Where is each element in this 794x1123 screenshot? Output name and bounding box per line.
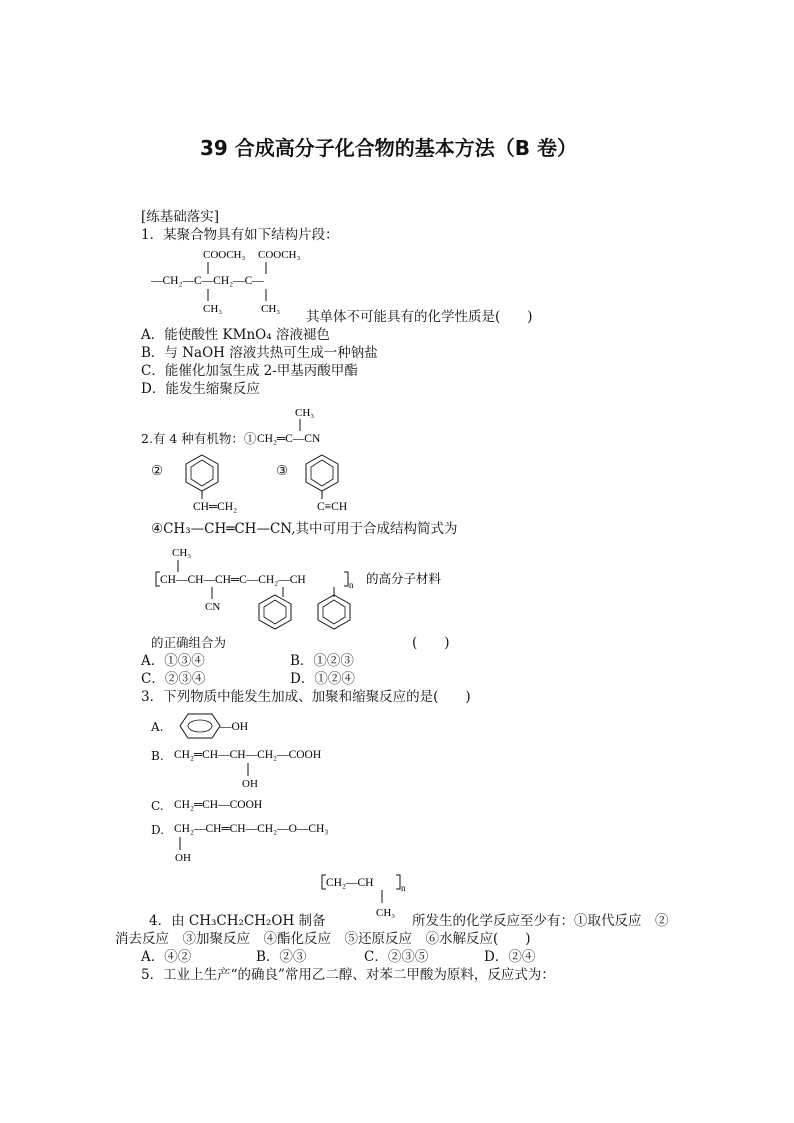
- q2-paren: ( ): [412, 635, 450, 651]
- q2-poly-chain: CH—CH—CH═C—CH₂—CH: [160, 574, 306, 586]
- q3-d-label: D.: [151, 823, 165, 837]
- q4-poly-ch3: CH₃: [376, 907, 396, 919]
- benzene-ring-inner: [264, 600, 286, 624]
- q2-m2-group: CH═CH₂: [193, 501, 238, 513]
- q3-b-label: B.: [151, 749, 164, 763]
- q4-option-c: C．②③⑤: [364, 949, 429, 965]
- q1-option-c: C．能催化加氢生成 2-甲基丙酸甲酯: [141, 363, 358, 379]
- q4-poly-chain: CH₂—CH: [326, 877, 374, 889]
- q2-m1-chain: CH₂═C—CN: [257, 433, 321, 445]
- q2-phenylacetylene: [290, 452, 380, 514]
- q2-polymer: [148, 542, 478, 632]
- q2-stem: 2.有 4 种有机物：①: [141, 431, 257, 446]
- q5-stem: 5．工业上生产“的确良”常用乙二醇、对苯二甲酸为原料，反应式为：: [141, 967, 555, 983]
- q3-a-oh: —OH: [220, 721, 249, 733]
- q1-option-a: A．能使酸性 KMnO₄ 溶液褪色: [141, 327, 330, 343]
- q3-stem: 3．下列物质中能发生加成、加聚和缩聚反应的是( ): [141, 689, 471, 705]
- q3-b-structure: [172, 744, 372, 790]
- q1-option-d: D．能发生缩聚反应: [141, 381, 260, 397]
- benzene-ring-inner: [311, 460, 333, 486]
- q4-polypropylene: [318, 870, 418, 922]
- q3-d-chain: CH₂—CH═CH—CH₂—O—CH₃: [174, 823, 329, 835]
- benzene-ring-inner: [323, 600, 345, 624]
- q3-a-label: A.: [151, 720, 164, 734]
- q1-stem: 1．某聚合物具有如下结构片段：: [141, 227, 339, 243]
- benzene-ring-inner: [188, 720, 212, 732]
- q3-d-oh: OH: [175, 852, 191, 864]
- q1-chain: —CH₂—C—CH₂—C—: [151, 275, 264, 287]
- q2-poly-ch3: CH₃: [172, 547, 192, 559]
- q4-option-d: D．②④: [484, 949, 536, 965]
- q4-poly-n: n: [401, 883, 406, 893]
- q2-m3-group: C≡CH: [317, 501, 348, 513]
- q2-tail: 的正确组合为: [151, 635, 227, 650]
- q1-tail: 其单体不可能具有的化学性质是( ): [306, 309, 533, 325]
- q3-b-chain: CH₂═CH—CH—CH₂—COOH: [174, 749, 322, 761]
- benzene-ring-inner: [191, 460, 213, 486]
- q2-monomer-1: [255, 404, 365, 448]
- q2-poly-cn: CN: [205, 601, 221, 613]
- q3-c-chain: CH₂═CH—COOH: [174, 799, 263, 811]
- q4-line1b: 所发生的化学反应至少有：①取代反应 ②: [412, 913, 669, 929]
- benzene-ring-icon: [180, 714, 220, 738]
- q4-option-b: B．②③: [256, 949, 307, 965]
- q3-phenol: [172, 710, 262, 742]
- bracket-right: [344, 572, 348, 586]
- q2-option-d: D．①②④: [290, 671, 355, 687]
- q2-option-c: C．②③④: [141, 671, 206, 687]
- q2-m4: ④CH₃—CH═CH—CN,其中可用于合成结构简式为: [151, 521, 458, 537]
- q2-m2-num: ②: [151, 463, 164, 479]
- q3-c-label: C.: [151, 799, 164, 813]
- q1-bot2: CH₃: [261, 303, 281, 315]
- q2-poly-n: n: [349, 580, 354, 590]
- q2-m3-num: ③: [276, 463, 289, 479]
- q1-top1: COOCH₃: [203, 249, 246, 261]
- page-title: 39 合成高分子化合物的基本方法（B 卷）: [200, 136, 578, 160]
- bracket-right: [396, 875, 400, 889]
- q2-styrene: [165, 452, 265, 514]
- q1-bot1: CH₃: [203, 303, 223, 315]
- q3-b-oh: OH: [242, 778, 258, 790]
- q3-c-structure: [172, 794, 302, 814]
- q4-line1a: 4．由 CH₃CH₂CH₂OH 制备: [149, 913, 326, 929]
- q2-option-b: B．①②③: [290, 653, 354, 669]
- q2-option-a: A．①③④: [141, 653, 205, 669]
- q3-d-structure: [172, 818, 372, 864]
- q2-m1-ch3: CH₃: [295, 407, 315, 419]
- section-heading: [练基础落实]: [141, 209, 220, 225]
- q1-top2: COOCH₃: [258, 249, 301, 261]
- q2-poly-after: 的高分子材料: [366, 572, 442, 586]
- q1-option-b: B．与 NaOH 溶液共热可生成一种钠盐: [141, 345, 378, 361]
- q4-line2: 消去反应 ③加聚反应 ④酯化反应 ⑤还原反应 ⑥水解反应( ): [115, 931, 531, 947]
- q4-option-a: A．④②: [141, 949, 192, 965]
